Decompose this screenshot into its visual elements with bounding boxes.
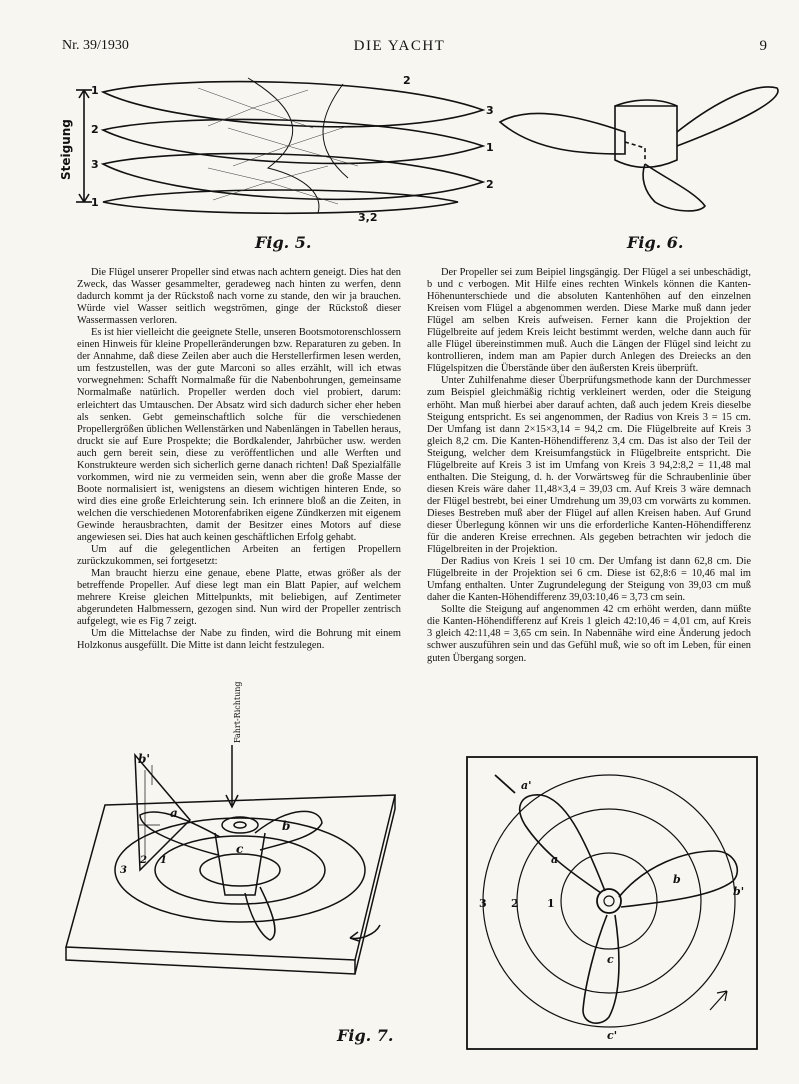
fig8-mark-b: b	[673, 873, 681, 886]
fig8-mark-a: a	[551, 853, 559, 866]
page-number: 9	[759, 38, 767, 54]
fig5-caption: Fig. 5.	[255, 233, 312, 252]
right-paragraph-1: Der Propeller sei zum Beipiel lingsgängig. Der Flügel a sei unbeschädigt, b und c verbogen. Mit Hilfe eines rechten Winkels können die Kanten-Höhenunterschiede und die absoluten Kantenhöhen auf den einzelnen Kreisen vom Flügel a abgenommen werden. Diese Marke muß dann jeder Flügel am selben Kreis aufweisen. Ferner kann die Projektion der Flügelbreite auf jedem Kreis leicht bestimmt werden, welche dann auch für alle Flügel übereinstimmen muß. Auch die Längen der Flügel sind leicht zu kontrollieren, indem man am Papier durch Anlegen des Dreiecks an den Flügelspitzen die Überstände über den äußersten Kreis überprüft.	[427, 267, 751, 375]
left-paragraph-4: Man braucht hierzu eine genaue, ebene Platte, etwas größer als der betreffende Propeller. Auf diese legt man ein Blatt Papier, auf welchem mehrere Kreise gleichen Mittelpunkts, mit beliebigen, auf Zentimeter abgerundeten Halbmessern, gezogen sind. Nun wird der Propeller zentrisch aufgelegt, wie es Fig 7 zeigt.	[77, 568, 401, 628]
fig7-mark-2: 2	[140, 855, 147, 866]
fig8-circle-1: 1	[547, 897, 555, 910]
fig7-mark-c: c	[236, 842, 244, 856]
fig5-left-mark-3: 3	[91, 158, 99, 171]
right-paragraph-4: Sollte die Steigung auf angenommen 42 cm erhöht werden, dann müßte die Kanten-Höhendifferenz auf Kreis 1 gleich 42:10,46 = 4,01 cm, auf Kreis 3 gleich 42:11,48 = 3,65 cm sein. In Nabennähe wird eine Änderung jedoch schwer auszuführen sein und das Gefühl muß, wie so oft im Leben, für einen guten Übergang sorgen.	[427, 604, 751, 664]
fig5-steigung-label: Steigung	[59, 119, 73, 180]
right-paragraph-3: Der Radius von Kreis 1 sei 10 cm. Der Umfang ist dann 62,8 cm. Die Flügelbreite in der Projektion sei 6 cm. Diese ist 62,8:6 = 10,46 mal im Umfang enthalten. Unter Zugrundelegung der Steigung von 39,03 cm muß daher die Kanten-Höhendifferenz 39,03:10,46 = 3,73 cm sein.	[427, 556, 751, 604]
fig5-left-mark-1: 1	[91, 84, 99, 97]
fig7-mark-a: a	[170, 806, 178, 820]
fig5-left-mark-4: 1	[91, 196, 99, 209]
fig7-mark-b-prime: b'	[138, 752, 151, 766]
fig5-right-mark-4: 2	[486, 178, 494, 191]
fig7-direction-label: Fahrt-Richtung	[233, 681, 242, 743]
figure-7-propeller-on-plate	[60, 681, 440, 985]
fig8-mark-a-prime: a'	[521, 779, 532, 792]
fig8-circle-2: 2	[511, 897, 519, 910]
left-text-column	[77, 267, 401, 653]
magazine-title: DIE YACHT	[353, 38, 446, 54]
fig5-right-mark-5: 3,2	[358, 211, 378, 224]
figure-5-pitch-diagram	[58, 74, 498, 224]
left-paragraph-5: Um die Mittelachse der Nabe zu finden, wird die Bohrung mit einem Holzkonus ausgefüllt. Die Mitte ist dann leicht festzulegen.	[77, 628, 401, 652]
fig7-mark-1: 1	[160, 855, 167, 866]
left-paragraph-2: Es ist hier vielleicht die geeignete Stelle, unseren Bootsmotorenschlossern einen Hinweis für kleine Propelleränderungen bzw. Reparaturen zu geben. In der Annahme, daß diese Zeilen aber auch die Herstellerfirmen lesen werden, um festzustellen, was der gute Marconi so alles erzählt, will ich etwas vorwegnehmen: Schafft Normalmaße für die Nabenbohrungen, gemeinsame Normalmaße natürlich. Propeller werden doch viel probiert, darum: erleichtert das Umtauschen. Der Absatz wird sich dadurch sicher eher heben als senken. Gebt gemeinschaftlich solche für die verschiedenen Propellergrößen üblichen Wellenstärken und Nabenlängen in Tabellen heraus, druckt sie auf Eure Prospekte; die Bordkalender, Jahrbücher usw. werden auch gern bereit sein, diese zu veröffentlichen und alle Werften und Konstrukteure werden sich sicherlich gerne danach richten! Daß Spezialfälle vorkommen, wird nie zu vermeiden sein, wenn aber die große Masse der Boote normalisiert ist, wenigstens an diesem wichtigen hinteren Ende, so wird dies eine große Erleichterung sein. Ich erinnere bloß an die Zeiten, in welchen die verschiedenen Motorenfabriken eigene Zündkerzen mit eigenem Gewinde herausbrachten, damit der Besitzer eines Motors auf diese angewiesen sei. Dies hat auch keinen geschäftlichen Erfolg gehabt.	[77, 327, 401, 544]
left-paragraph-3: Um auf die gelegentlichen Arbeiten an fertigen Propellern zurückzukommen, sei fortgesetzt:	[77, 544, 401, 568]
fig7-mark-3: 3	[120, 865, 127, 876]
right-text-column	[427, 267, 751, 665]
fig5-right-mark-1: 2	[403, 74, 411, 87]
fig5-right-mark-3: 1	[486, 141, 494, 154]
left-paragraph-1: Die Flügel unserer Propeller sind etwas nach achtern geneigt. Dies hat den Zweck, das Wasser gesammelter, geradeweg nach hinten zu werfen, denn dadurch kommt ja der Rückstoß nach vorne zu stande, den wir ja brauchen. Würde viel Wasser seitlich wegströmen, ginge der Rückstoß dieser Wassermassen verloren.	[77, 267, 401, 327]
fig5-left-mark-2: 2	[91, 123, 99, 136]
fig8-mark-c: c	[607, 953, 614, 966]
fig8-mark-c-prime: c'	[607, 1029, 618, 1042]
fig7-mark-b: b	[282, 819, 291, 833]
fig6-caption: Fig. 6.	[627, 233, 684, 252]
right-paragraph-2: Unter Zuhilfenahme dieser Überprüfungsmethode kann der Durchmesser zum Beispiel gleichmäßig richtig verkleinert werden, oder die Steigung erhöht. Man muß hierbei aber darauf achten, daß auch jedem Kreis dieselbe Steigung entspricht. Es sei angenommen, der Radius von Kreis 3 = 15 cm. Der Umfang ist dann 2×15×3,14 = 94,2 cm. Die Flügelbreite auf Kreis 3 gleich 8,2 cm. Die Kanten-Höhendifferenz 3,4 cm. Das ist also der Teil der Steigung, welcher dem Kreisumfangstück in Flügelbreite entspricht. Die Flügelbreite auf Kreis 3 ist im Umfang von Kreis 3 94,2:8,2 = 11,48 mal enthalten. Die Steigung, d. h. der Vorwärtsweg für die Schraubenlinie über diesen Kreis wäre daher 11,48×3,4 = 39,03 cm. Auf Kreis 3 wäre demnach der Flügel bestrebt, bei einer Umdrehung um 39,03 cm vorwärts zu kommen. Dieses Bestreben muß aber der Flügel auf allen Kreisen haben. Auf Grund dieser Überlegung können wir uns die erforderliche Kanten-Höhendifferenz für die anderen Kreise errechnen. Als gegeben betrachten wir jedoch die Flügelbreiten in der Projektion.	[427, 375, 751, 556]
fig8-mark-b-prime: b'	[733, 885, 745, 898]
issue-number: Nr. 39/1930	[62, 38, 129, 53]
fig7-caption: Fig. 7.	[337, 1026, 394, 1045]
fig8-circle-3: 3	[479, 897, 487, 910]
figure-8-propeller-top-view	[465, 755, 761, 1055]
figure-6-blade-sketch	[495, 82, 785, 222]
fig5-right-mark-2: 3	[486, 104, 494, 117]
